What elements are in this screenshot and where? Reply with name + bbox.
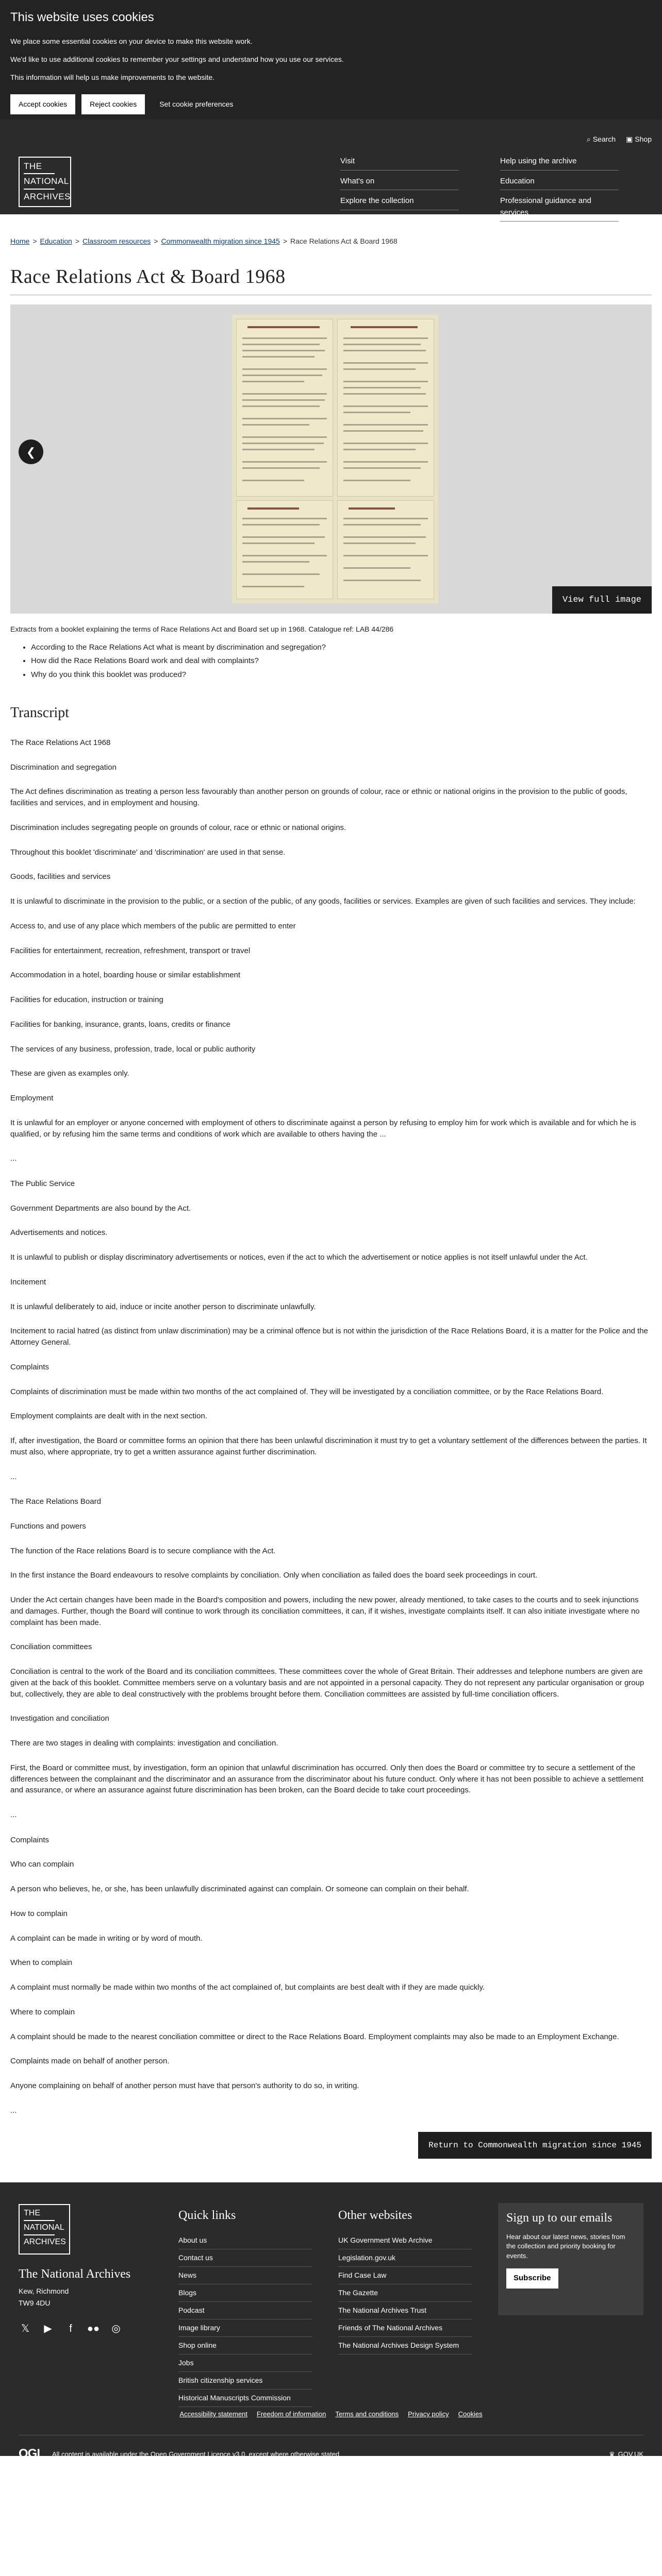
- transcript-paragraph: The Act defines discrimination as treating a person less favourably than another person on grounds of colour, race or ethnic or national origins in the provision to the public of goods, facilities and services, and in employment and housing.: [10, 787, 627, 807]
- transcript-paragraph: A complaint must normally be made within two months of the act complained of, but complaints are best dealt with if they are made quickly.: [10, 1983, 485, 1992]
- transcript-paragraph: Who can complain: [10, 1860, 74, 1869]
- image-gallery: [10, 304, 652, 614]
- cookie-line: This information will help us make improvements to the website.: [10, 73, 215, 81]
- transcript-paragraph: ...: [10, 1154, 17, 1163]
- view-full-image-button[interactable]: View full image: [552, 586, 652, 614]
- transcript-paragraph: It is unlawful to discriminate in the provision to the public, or a section of the public, of any goods, facilities or services. Examples are given of such facilities and services. They include:: [10, 897, 636, 906]
- booklet-image: [232, 315, 438, 603]
- nav-item-education[interactable]: Education: [500, 176, 619, 191]
- transcript-paragraph: A complaint can be made in writing or by word of mouth.: [10, 1934, 203, 1943]
- licence-text: All content is available under the Open Government Licence v3.0, except where otherwise stated: [52, 2450, 340, 2458]
- page-title: Race Relations Act & Board 1968: [10, 262, 652, 295]
- nav-item-professional[interactable]: Professional guidance and services: [500, 195, 619, 222]
- question-list: [31, 641, 652, 682]
- question-item: • Why do you think this booklet was produced?: [31, 668, 652, 682]
- logo-line: NATIONAL: [24, 176, 69, 187]
- transcript-paragraph: Complaints made on behalf of another person.: [10, 2057, 170, 2066]
- transcript-paragraph: Complaints of discrimination must be made within two months of the act complained of. They will be investigated by a conciliation committee, or by the Race Relations Board.: [10, 1387, 604, 1396]
- logo-line: THE: [24, 161, 42, 171]
- search-link[interactable]: [587, 134, 616, 145]
- legal-link[interactable]: Terms and conditions: [335, 2410, 399, 2418]
- transcript-paragraph: Government Departments are also bound by the Act.: [10, 1204, 191, 1213]
- logo-line: NATIONAL: [24, 2223, 64, 2232]
- nav-item-whats-on[interactable]: What's on: [340, 176, 459, 191]
- flickr-icon[interactable]: ●●: [87, 2323, 100, 2335]
- transcript-paragraph: Throughout this booklet 'discriminate' and 'discrimination' are used in that sense.: [10, 848, 286, 857]
- instagram-icon[interactable]: ◎: [111, 2323, 121, 2335]
- transcript-paragraph: The Race Relations Act 1968: [10, 738, 111, 747]
- transcript-paragraph: ...: [10, 1810, 17, 1819]
- breadcrumb-link[interactable]: Education: [40, 237, 72, 245]
- transcript-paragraph: Anyone complaining on behalf of another person must have that person's authority to do so, in writing.: [10, 2081, 359, 2090]
- transcript-paragraph: If, after investigation, the Board or committee forms an opinion that there has been unlawful discrimination it must try to get a voluntary settlement of the differences between the parties. It must also, where appropriate, try to get a written assurance against further discrimination.: [10, 1436, 647, 1456]
- transcript-paragraph: Investigation and conciliation: [10, 1714, 109, 1723]
- signup-title: Sign up to our emails: [506, 2211, 613, 2225]
- transcript-paragraph: Access to, and use of any place which members of the public are permitted to enter: [10, 921, 296, 930]
- other-website-link[interactable]: Find Case Law: [338, 2267, 472, 2284]
- other-website-link[interactable]: The National Archives Design System: [338, 2337, 472, 2354]
- ogl-logo: OGL: [19, 2447, 44, 2461]
- transcript-paragraph: Under the Act certain changes have been made in the Board's composition and powers, including the new power, already mentioned, to take cases to the courts and to seek injunctions and damages. Further, though the Board will continue to work through its conciliation committees, it can, if it wishes, investigate complaints itself. It can also initiate investigate where no complaint has been made.: [10, 1596, 640, 1627]
- breadcrumb-link[interactable]: Classroom resources: [82, 237, 151, 245]
- site-footer: [0, 2182, 662, 2461]
- transcript-paragraph: How to complain: [10, 1909, 68, 1918]
- cookie-title: This website uses cookies: [10, 10, 154, 24]
- quick-link[interactable]: About us: [178, 2232, 312, 2249]
- transcript-paragraph: A person who believes, he, or she, has been unlawfully discriminated against can complain. Or someone can complain on their behalf.: [10, 1885, 469, 1893]
- quick-link[interactable]: Shop online: [178, 2337, 312, 2354]
- basket-icon: ▣: [626, 135, 633, 143]
- address-line: TW9 4DU: [19, 2298, 51, 2307]
- quick-link[interactable]: Blogs: [178, 2284, 312, 2302]
- transcript-paragraph: It is unlawful to publish or display discriminatory advertisements or notices, even if the act to which the advertisement or notice applies is not itself unlawful under the Act.: [10, 1253, 588, 1262]
- transcript-heading: Transcript: [10, 704, 70, 721]
- quick-link[interactable]: Podcast: [178, 2302, 312, 2319]
- main-nav-column: [340, 156, 459, 210]
- accept-cookies-button[interactable]: Accept cookies: [10, 94, 75, 114]
- shop-link[interactable]: [626, 134, 652, 145]
- transcript-body: [10, 737, 652, 2117]
- transcript-paragraph: Employment: [10, 1094, 54, 1103]
- nav-item-explore[interactable]: Explore the collection: [340, 195, 459, 210]
- logo-line: THE: [24, 2209, 40, 2218]
- legal-link[interactable]: Cookies: [458, 2410, 483, 2418]
- return-button[interactable]: Return to Commonwealth migration since 1945: [418, 2132, 652, 2159]
- quick-link[interactable]: Historical Manuscripts Commission: [178, 2389, 312, 2407]
- breadcrumb: Home > Education > Classroom resources > Commonwealth migration since 1945 > Race Relations Act & Board 1968: [10, 237, 398, 245]
- subscribe-button[interactable]: Subscribe: [506, 2268, 558, 2289]
- other-websites: [338, 2206, 472, 2354]
- main-nav-column: [500, 156, 619, 222]
- transcript-paragraph: Discrimination includes segregating people on grounds of colour, race or ethnic or national origins.: [10, 823, 346, 832]
- nav-item-visit[interactable]: Visit: [340, 156, 459, 171]
- cookie-line: We place some essential cookies on your device to make this website work.: [10, 37, 253, 45]
- transcript-paragraph: Functions and powers: [10, 1521, 86, 1531]
- quick-links-title: Quick links: [178, 2209, 236, 2223]
- question-item: • How did the Race Relations Board work and deal with complaints?: [31, 654, 652, 668]
- cookie-banner: [0, 0, 662, 120]
- facebook-icon[interactable]: f: [69, 2323, 72, 2335]
- quick-link[interactable]: British citizenship services: [178, 2372, 312, 2389]
- crown-icon: ♛: [608, 2450, 615, 2458]
- transcript-paragraph: Conciliation committees: [10, 1642, 92, 1652]
- govuk-label: GOV.UK: [618, 2450, 643, 2458]
- transcript-paragraph: The services of any business, profession, trade, local or public authority: [10, 1044, 256, 1054]
- legal-link[interactable]: Accessibility statement: [179, 2410, 247, 2418]
- quick-link[interactable]: News: [178, 2267, 312, 2284]
- transcript-paragraph: Facilities for entertainment, recreation, refreshment, transport or travel: [10, 946, 251, 955]
- cookie-line: We'd like to use additional cookies to remember your settings and understand how you use our services.: [10, 55, 344, 63]
- govuk-link[interactable]: [609, 2449, 643, 2460]
- previous-arrow-icon[interactable]: ❮: [19, 439, 43, 464]
- transcript-paragraph: ...: [10, 2106, 17, 2115]
- transcript-paragraph: The function of the Race relations Board is to secure compliance with the Act.: [10, 1546, 276, 1555]
- footer-logo[interactable]: [19, 2204, 70, 2255]
- quick-link[interactable]: Contact us: [178, 2249, 312, 2267]
- nav-item-help[interactable]: Help using the archive: [500, 156, 619, 171]
- logo-line: ARCHIVES: [24, 2238, 66, 2247]
- transcript-paragraph: ...: [10, 1472, 17, 1481]
- question-item: • According to the Race Relations Act what is meant by discrimination and segregation?: [31, 641, 652, 654]
- transcript-paragraph: Complaints: [10, 1835, 49, 1844]
- transcript-paragraph: Goods, facilities and services: [10, 872, 111, 882]
- breadcrumb-link[interactable]: Home: [10, 237, 30, 245]
- transcript-paragraph: Facilities for banking, insurance, grants, loans, credits or finance: [10, 1020, 230, 1029]
- transcript-paragraph: Complaints: [10, 1362, 49, 1371]
- transcript-paragraph: The Race Relations Board: [10, 1497, 101, 1506]
- x-icon[interactable]: 𝕏: [21, 2323, 30, 2335]
- transcript-paragraph: Where to complain: [10, 2007, 75, 2016]
- transcript-paragraph: Discrimination and segregation: [10, 762, 117, 772]
- transcript-paragraph: There are two stages in dealing with complaints: investigation and conciliation.: [10, 1739, 278, 1748]
- address-line: Kew, Richmond: [19, 2287, 69, 2296]
- youtube-icon[interactable]: ▶: [44, 2323, 52, 2335]
- other-websites-title: Other websites: [338, 2209, 412, 2223]
- transcript-paragraph: When to complain: [10, 1958, 73, 1968]
- signup-text: Hear about our latest news, stories from the collection and priority booking for events.: [506, 2232, 625, 2260]
- cookie-preferences-link[interactable]: Set cookie preferences: [159, 100, 234, 108]
- transcript-paragraph: First, the Board or committee must, by investigation, form an opinion that unlawful discrimination has occurred. Only then does the Board or committee try to secure a settlement of the differences between the complainant and the discriminator and an assurance from the discriminator about his future conduct. Only where it has not been possible to achieve a settlement and assurance, or where an assurance against future discrimination has been broken, can the Board decide to take court proceedings.: [10, 1763, 643, 1795]
- transcript-paragraph: Employment complaints are dealt with in the next section.: [10, 1412, 207, 1421]
- image-caption: Extracts from a booklet explaining the terms of Race Relations Act and Board set up in 1968. Catalogue ref: LAB 44/286: [10, 625, 394, 633]
- transcript-paragraph: Conciliation is central to the work of the Board and its conciliation committees. These committees cover the whole of Great Britain. Their addresses and telephone numbers are given are given at the back of this booklet. Committee members serve on a voluntary basis and are not appointed in a personal capacity. They do not represent any particular organisation or group but, collectively, they are able to deal constructively with the problems brought before them. Conciliation committees are assisted by full-time conciliation officers.: [10, 1667, 644, 1699]
- email-signup: [498, 2203, 643, 2315]
- shop-label: Shop: [635, 135, 652, 143]
- quick-link[interactable]: Jobs: [178, 2354, 312, 2372]
- transcript-paragraph: Incitement: [10, 1277, 46, 1286]
- site-header: [0, 120, 662, 217]
- logo-line: ARCHIVES: [24, 191, 71, 201]
- footer-org-name: The National Archives: [19, 2267, 131, 2281]
- other-website-link[interactable]: Friends of The National Archives: [338, 2319, 472, 2337]
- footer-bottom: [19, 2435, 643, 2463]
- transcript-paragraph: Facilities for education, instruction or training: [10, 995, 163, 1004]
- transcript-paragraph: In the first instance the Board endeavours to resolve complaints by conciliation. Only when conciliation as failed does the board seek proceedings in court.: [10, 1571, 538, 1580]
- other-website-link[interactable]: UK Government Web Archive: [338, 2232, 472, 2249]
- legal-link[interactable]: Freedom of information: [256, 2410, 326, 2418]
- breadcrumb-link[interactable]: Commonwealth migration since 1945: [161, 237, 280, 245]
- legal-link[interactable]: Privacy policy: [408, 2410, 449, 2418]
- quick-link[interactable]: Image library: [178, 2319, 312, 2337]
- transcript-paragraph: The Public Service: [10, 1179, 75, 1188]
- transcript-paragraph: A complaint should be made to the nearest conciliation committee or direct to the Race Relations Board. Employment complaints may also be made to an Employment Exchange.: [10, 2032, 619, 2041]
- breadcrumb-current: Race Relations Act & Board 1968: [290, 237, 398, 245]
- search-icon: ⌕: [586, 135, 591, 143]
- other-website-link[interactable]: Legislation.gov.uk: [338, 2249, 472, 2267]
- search-label: Search: [592, 135, 616, 143]
- transcript-paragraph: It is unlawful for an employer or anyone concerned with employment of others to discriminate against a person by refusing to employ him for work which is available and for which he is qualified, or by refusing him the same terms and conditions of work which are available to others having the ...: [10, 1118, 636, 1139]
- site-logo[interactable]: [19, 157, 71, 207]
- social-links: [19, 2322, 643, 2335]
- transcript-paragraph: Advertisements and notices.: [10, 1228, 108, 1238]
- transcript-paragraph: Accommodation in a hotel, boarding house or similar establishment: [10, 971, 241, 980]
- legal-links: [0, 2409, 662, 2419]
- other-website-link[interactable]: The Gazette: [338, 2284, 472, 2302]
- quick-links: [178, 2206, 312, 2407]
- transcript-paragraph: It is unlawful deliberately to aid, induce or incite another person to discriminate unlawfully.: [10, 1302, 316, 1311]
- other-website-link[interactable]: The National Archives Trust: [338, 2302, 472, 2319]
- transcript-paragraph: Incitement to racial hatred (as distinct from unlaw discrimination) may be a criminal offence but is not within the jurisdiction of the Race Relations Board, it is a matter for the Police and the Attorney General.: [10, 1327, 648, 1347]
- reject-cookies-button[interactable]: Reject cookies: [81, 94, 145, 114]
- transcript-paragraph: These are given as examples only.: [10, 1069, 129, 1078]
